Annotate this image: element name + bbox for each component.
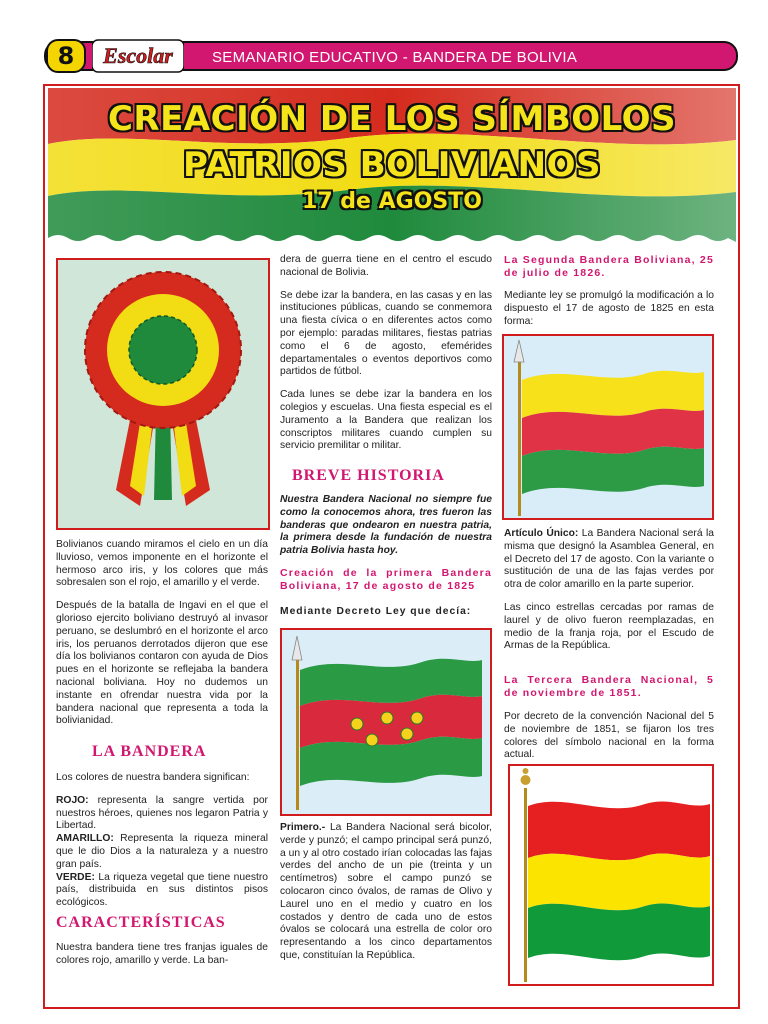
verde-text: La riqueza vegetal que tiene nuestro país, distribuida en sus distintos pisos ecológicos.: [56, 871, 268, 909]
primero-text: La Bandera Nacional será bicolor, verde y punzó; el campo principal será punzó, a un y al otro costado irían colocadas las fajas verdes del ancho de un pie (treinta y un centímetros) sobre el campo punzó se colocaron cinco óvalos, de ramas de Olivo y Laurel uno en el medio y cuatro en los costados y dentro de cada uno de estos óvalos se colocará una estrella de color oro representando a los cinco departamentos que, constituían la República.: [280, 822, 492, 961]
rojo-item: [56, 795, 268, 833]
heading-caracteristicas: CARACTERÍSTICAS: [56, 914, 226, 931]
rojo-text: representa la sangre vertida por nuestros héroes, quienes nos legaron Patria y Libertad.: [56, 794, 268, 832]
verde-item: [56, 872, 268, 910]
articulo-text: La Bandera Nacional será la misma que designó la Asamblea General, en el Decreto del 17 de agosto. Con la variante o sustitución de una de las fajas verdes por otra de color amarillo en la parte superior.: [504, 528, 714, 591]
primero-paragraph: [280, 822, 492, 963]
rojo-label: ROJO:: [56, 794, 89, 806]
escarapela-icon: [58, 260, 268, 528]
title-line-2: PATRIOS BOLIVIANOS: [183, 145, 601, 185]
escarapela-image: [56, 258, 270, 530]
masthead: SEMANARIO EDUCATIVO - BANDERA DE BOLIVIA: [212, 49, 578, 66]
lunes-paragraph: Cada lunes se debe izar la bandera en los colegios y escuelas. Una fiesta especial es el Juramento a la Bandera que realizan los conscriptos militares cuando cumplen su servicio premilitar o militar.: [280, 389, 492, 452]
amarillo-text: Representa la riqueza mineral que le dio Dios a la naturaleza y a nuestro gran país.: [56, 833, 268, 870]
historia-italic: Nuestra Bandera Nacional no siempre fue como la conocemos ahora, tres fueron las banderas que ondearon en nuestra patria, la primera desde la fundación de nuestra patria Bolivia hasta hoy.: [280, 494, 492, 557]
amarillo-label: AMARILLO:: [56, 833, 114, 845]
second-flag-image: [502, 334, 714, 520]
decreto-line: Mediante Decreto Ley que decía:: [280, 606, 472, 617]
title-line-1: CREACIÓN DE LOS SÍMBOLOS: [107, 99, 677, 139]
column-1-colors: [56, 772, 268, 910]
third-flag-icon: [510, 766, 712, 984]
colors-intro: Los colores de nuestra bandera significan:: [56, 772, 250, 783]
page-number: 8: [46, 39, 86, 73]
segunda-intro: Mediante ley se promulgó la modificación a lo dispuesto el 17 de agosto de 1825 en esta forma:: [504, 290, 714, 327]
estrellas-paragraph: Las cinco estrellas cercadas por ramas de laurel y de olivo fueron reemplazadas, en medio de la franja roja, por el Escudo de Armas de la República.: [504, 601, 714, 652]
caracteristicas-text: Nuestra bandera tiene tres franjas iguales de colores rojo, amarillo y verde. La ban-: [56, 942, 268, 966]
war-flag-paragraph: dera de guerra tiene en el centro el escudo nacional de Bolivia.: [280, 254, 492, 278]
first-flag-icon: [282, 630, 490, 814]
verde-label: VERDE:: [56, 871, 95, 883]
sub-segunda-bandera: La Segunda Bandera Boliviana, 25 de julio de 1826.: [504, 254, 714, 279]
izar-paragraph: Se debe izar la bandera, en las casas y en las instituciones públicas, cuando se conmemora una fiesta cívica o en diferentes actos como por ejemplo: paradas militares, fiestas patrias como el 6 de agosto, efemérides departamentales o eventos deportivos como partidos de fútbol.: [280, 289, 492, 378]
title-block: [48, 96, 736, 216]
first-flag-image: [280, 628, 492, 816]
escolar-logo: [92, 38, 184, 74]
heading-breve-historia: BREVE HISTORIA: [292, 467, 445, 484]
second-flag-icon: [504, 336, 712, 518]
third-flag-image: [508, 764, 714, 986]
sub-primera-bandera: Creación de la primera Bandera Boliviana, 17 de agosto de 1825: [280, 567, 492, 592]
ingavi-paragraph: Después de la batalla de Ingavi en el que el glorioso ejercito boliviano destruyó al invasor peruano, se deslumbró en el horizonte el arco iris, los peruanos derrotados dijeron que ese día los bolivianos contaron con ayuda de Dios pues en el horizonte se reflejaba la bandera nacional boliviana. Hoy no dudemos un instante en ofrendar nuestra vida por la bandera nacional que representa a toda la bolivianidad.: [56, 600, 268, 727]
articulo-paragraph: [504, 528, 714, 663]
logo-text: Escolar: [103, 43, 173, 68]
tercera-paragraph: Por decreto de la convención Nacional del 5 de noviembre de 1851, se fijaron los tres colores del símbolo nacional en la forma actual.: [504, 711, 714, 761]
column-1-top: [56, 539, 268, 738]
column-2-top: [280, 254, 492, 463]
sub-tercera-bandera: La Tercera Bandera Nacional, 5 de noviembre de 1851.: [504, 674, 714, 699]
amarillo-item: [56, 833, 268, 871]
heading-la-bandera: LA BANDERA: [92, 743, 207, 760]
articulo-label: Artículo Único:: [504, 528, 579, 539]
title-date: 17 de AGOSTO: [302, 189, 482, 214]
primero-label: Primero.-: [280, 822, 326, 833]
intro-paragraph: Bolivianos cuando miramos el cielo en un día lluvioso, vemos imponente en el horizonte el hermoso arco iris, y los colores que más sobresalen son el rojo, el amarillo y el verde.: [56, 539, 268, 589]
